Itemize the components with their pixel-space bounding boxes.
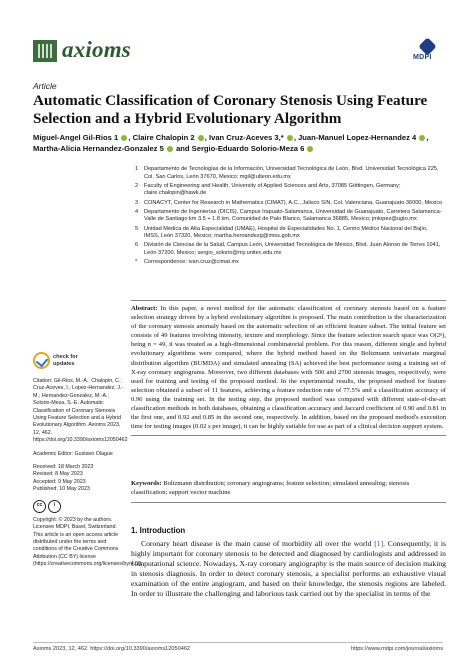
keywords-section xyxy=(131,479,446,503)
affiliation: 6 División de Ciencias de la Salud, Campus León, Universidad Tecnológica de México, Blvd. Juan Alonso de Torres 1041, León 37200, Mexico; sergio_solorio@my.unitec.edu.mx xyxy=(135,242,441,256)
page-footer xyxy=(33,642,443,652)
correspondence: * Correspondence: ivan.cruz@cimat.mx xyxy=(135,259,239,266)
cc-license-badge[interactable] xyxy=(33,500,125,513)
reference-link[interactable]: [1] xyxy=(374,539,384,548)
author[interactable]: Claire Chalopin 2 xyxy=(132,133,195,142)
publisher-name: MDPI xyxy=(413,54,432,61)
abstract-label: Abstract: xyxy=(131,305,158,312)
journal-name: axioms xyxy=(62,37,131,62)
affiliation: 5 Unidad Médica de Alta Especialidad (UMAE), Hospital de Especialidades No. 1, Centro Médico Nacional del Bajío, IMSS, León 37320, Mexico; martha.hernandezg@imss.gob.mx xyxy=(135,225,428,240)
cc-icon: cc xyxy=(33,500,46,513)
check-updates-icon xyxy=(33,352,50,369)
keywords-text: Boltzmann distribution; coronary angiograms; feature selection; simulated annealing; stenosis classification; support vector machine xyxy=(131,480,410,497)
abstract-section xyxy=(131,300,446,436)
author-list: Miguel-Angel Gil-Rios 1 , Claire Chalopin 2 , Ivan Cruz-Aceves 3,* , Juan-Manuel Lopez-Hernandez 4 , Martha-Alicia Hernandez-Gonzalez 5 and Sergio-Eduardo Solorio-Meza 6 xyxy=(33,133,429,153)
check-for-updates-button[interactable] xyxy=(33,352,125,374)
copyright-notice: Copyright: © 2023 by the authors. Licensee MDPI, Basel, Switzerland. This article is an open access article distributed under the terms and conditions of the Creative Commons Attribution (CC BY) license (https://creativecommons.org/licenses/by/4.0/). xyxy=(33,516,143,568)
orcid-icon[interactable] xyxy=(419,135,425,141)
abstract-text: In this paper, a novel method for the automatic classification of coronary stenosis based on a feature selection strategy driven by a hybrid evolutionary algorithm is proposed. The main contribution is the characterization of the coronary stenosis anomaly based on the automatic selection of an efficient feature subset. The initial feature set consists of 49 features involving intensity, texture and morphology. Since the feature selection search space was O(2ⁿ), being n = 49, it was treated as a high-dimensional combinatorial problem. For this reason, different single and hybrid evolutionary algorithms were compared, where the hybrid method based on the Boltzmann univariate marginal distribution algorithm (BUMDA) and simulated annealing (SA) achieved the best performance using a training set of X-ray coronary angiograms. Moreover, two different databases with 500 and 2700 stenosis images, respectively, were used for training and testing of the proposed method. In the experimental results, the proposed method for feature selection obtained a subset of 11 features, achieving a feature reduction rate of 77.5% and a classification accuracy of 0.96 using the training set. In the testing step, the proposed method was compared with different state-of-the-art classification methods in both databases, obtaining a classification accuracy and Jaccard coefficient of 0.90 and 0.81 in the first one, and 0.92 and 0.85 in the second one, respectively. In addition, based on the proposed method's execution time for testing images (0.02 s per image), it can be highly suitable for use as part of a clinical decision support system. xyxy=(131,305,446,431)
footer-journal-url[interactable]: https://www.mdpi.com/journal/axioms xyxy=(350,646,443,652)
mdpi-logo-icon xyxy=(418,37,436,55)
orcid-icon[interactable] xyxy=(198,135,204,141)
affiliation: 4 Departamento de Ingenierías (DICIS), Campus Irapuato-Salamanca, Universidad de Guanajuato, Carretera Salamanca-Valle de Santiago km 3.5 + 1.8 km, Comunidad de Palo Blanco, Salamanca 36885, Mexico; jmlopez@ugto.mx xyxy=(135,208,442,223)
article-type: Article xyxy=(33,81,57,91)
orcid-icon[interactable] xyxy=(167,146,173,152)
footer-citation[interactable]: Axioms 2023, 12, 462. https://doi.org/10.3390/axioms12050462 xyxy=(33,646,191,652)
by-icon: i xyxy=(48,500,61,513)
author[interactable]: Martha-Alicia Hernandez-Gonzalez 5 xyxy=(33,144,164,153)
article-sidebar xyxy=(33,352,143,569)
academic-editor: Academic Editor: Gustavo Olague xyxy=(33,450,113,457)
journal-header xyxy=(33,37,443,64)
orcid-icon[interactable] xyxy=(121,135,127,141)
affiliation: 2 Faculty of Engineering and Health, University of Applied Sciences and Arts, 37085 Göttingen, Germany; claire.chalopin@hawk.de xyxy=(135,182,401,197)
author[interactable]: Juan-Manuel Lopez-Hernandez 4 xyxy=(298,133,417,142)
affiliations xyxy=(135,166,443,268)
paper-title: Automatic Classification of Coronary Stenosis Using Feature Selection and a Hybrid Evolutionary Algorithm xyxy=(33,92,428,127)
affiliation: 3 CONACYT, Center for Research in Mathematics (CIMAT), A.C., Jalisco S/N, Col. Valenciana, Guanajuato 36000, Mexico xyxy=(135,199,443,206)
author[interactable]: Ivan Cruz-Aceves 3,* xyxy=(208,133,284,142)
journal-logo-icon xyxy=(33,40,57,62)
check-updates-label: check for updates xyxy=(53,354,78,367)
author[interactable]: and Sergio-Eduardo Solorio-Meza 6 xyxy=(176,144,305,153)
introduction-paragraph: Coronary heart disease is the main cause of morbidity all over the world [1]. Consequently, it is highly important for coronary stenosis to be detected and diagnosed by cardiologists and addressed in computational science. Nowadays, X-ray coronary angiography is the main source of decision making in stenosis diagnosis. In order to detect coronary stenosis, a specialist performs an exhaustive visual examination of the entire angiogram, and based on their knowledge, the stenosis regions are labeled. In order to illustrate the challenging and laborious task carried out by the specialist in terms of the xyxy=(131,539,446,599)
publisher-logo xyxy=(413,40,443,64)
orcid-icon[interactable] xyxy=(307,146,313,152)
accepted-date: Accepted: 9 May 2023 xyxy=(33,478,86,485)
received-date: Received: 18 March 2023 xyxy=(33,464,94,471)
orcid-icon[interactable] xyxy=(287,135,293,141)
published-date: Published: 10 May 2023 xyxy=(33,486,90,493)
revised-date: Revised: 8 May 2023 xyxy=(33,471,83,478)
section-heading: 1. Introduction xyxy=(131,526,186,535)
citation: Citation: Gil-Rios, M.-A.; Chalopin, C.; Cruz-Aceves, I.; Lopez-Hernandez, J.-M.; Hernandez-Gonzalez, M.-A.; Solorio-Meza, S.-E. Automatic Classification of Coronary Stenosis Using Feature Selection and a Hybrid Evolutionary Algorithm. Axioms 2023, 12, 462. https://doi.org/10.3390/axioms12050462 xyxy=(33,378,128,444)
author[interactable]: Miguel-Angel Gil-Rios 1 xyxy=(33,133,119,142)
keywords-label: Keywords: xyxy=(131,480,162,487)
affiliation: 1 Departamento de Tecnologías de la Información, Universidad Tecnológica de León, Blvd. Universidad Tecnológica 225, Col. San Carlos, León 37670, Mexico; mgil@utleon.edu.mx xyxy=(135,166,439,180)
abstract xyxy=(131,304,446,431)
